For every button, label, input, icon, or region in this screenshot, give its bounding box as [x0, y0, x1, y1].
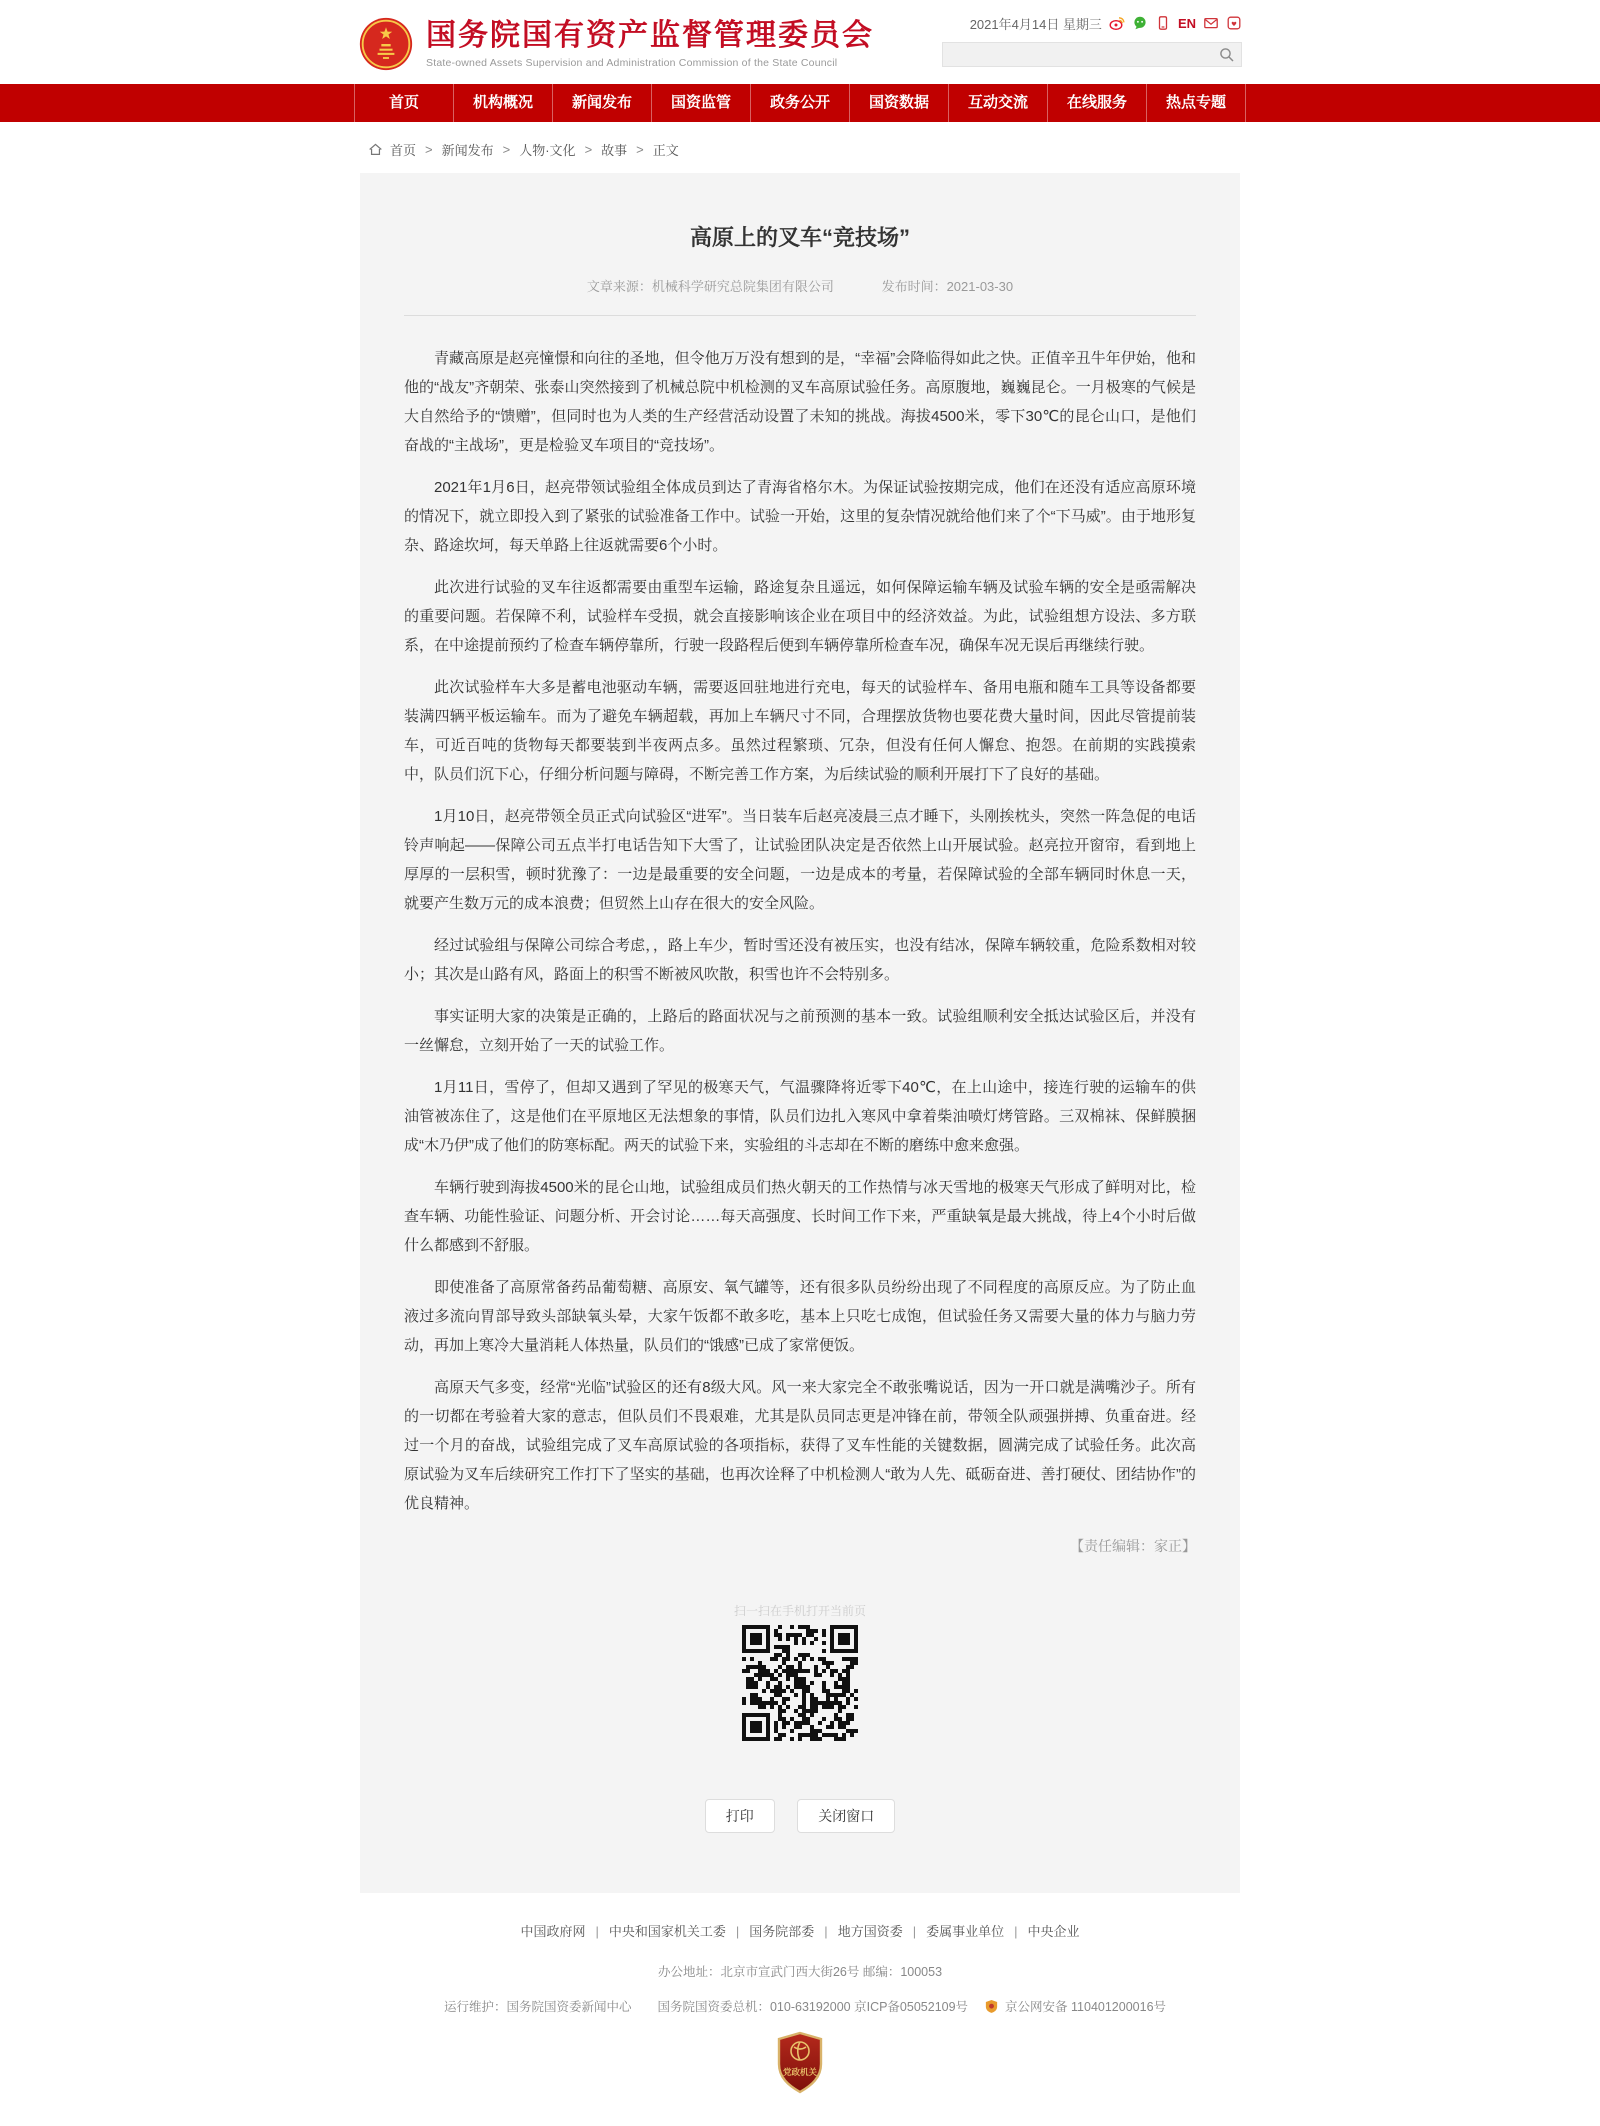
breadcrumb-separator: >	[636, 142, 644, 157]
nav-item-services[interactable]: 在线服务	[1047, 84, 1146, 122]
home-icon[interactable]	[368, 142, 383, 157]
publish-date: 2021-03-30	[946, 279, 1014, 294]
article-title: 高原上的叉车“竞技场”	[689, 225, 910, 250]
nav-item-home[interactable]: 首页	[354, 84, 453, 122]
nav-item-topics[interactable]: 热点专题	[1146, 84, 1246, 122]
nav-item-interaction[interactable]: 互动交流	[948, 84, 1047, 122]
site-logo[interactable]	[358, 16, 874, 72]
breadcrumb-home[interactable]: 首页	[390, 143, 417, 158]
article-body	[404, 344, 1196, 1518]
current-date: 2021年4月14日 星期三	[969, 16, 1102, 32]
footer-link-central-committee[interactable]: 中央和国家机关工委 |	[609, 1924, 749, 1939]
footer-link-local-sasac[interactable]: 地方国资委 |	[838, 1924, 926, 1939]
footer-phone-icp: 国务院国资委总机：010-63192000 京ICP备05052109号	[657, 2000, 969, 2014]
breadcrumb-current: 正文	[652, 143, 679, 158]
search-input[interactable]	[949, 43, 1219, 66]
qr-section	[404, 1602, 1196, 1741]
paragraph: 此次试验样车大多是蓄电池驱动车辆，需要返回驻地进行充电，每天的试验样车、备用电瓶和随车工具等设备都要装满四辆平板运输车。而为了避免车辆超载，再加上车辆尺寸不同，合理摆放货物也要花费大量时间，因此尽管提前装车，可近百吨的货物每天都要装到半夜两点多。虽然过程繁琐、冗杂，但没有任何人懈怠、抱怨。在前期的实践摸索中，队员们沉下心，仔细分析问题与障碍，不断完善工作方案，为后续试验的顺利开展打下了良好的基础。	[404, 679, 1196, 783]
footer-link-gov[interactable]: 中国政府网 |	[520, 1924, 608, 1939]
breadcrumb	[360, 122, 1240, 173]
paragraph: 1月10日，赵亮带领全员正式向试验区“进军”。当日装车后赵亮凌晨三点才睡下，头刚挨枕头，突然一阵急促的电话铃声响起——保障公司五点半打电话告知下大雪了，让试验团队决定是否依然上山开展试验。赵亮拉开窗帘，看到地上厚厚的一层积雪，顿时犹豫了：一边是最重要的安全问题，一边是成本的考量，若保障试验的全部车辆同时休息一天，就要产生数万元的成本浪费；但贸然上山存在很大的安全风险。	[404, 808, 1196, 912]
footer-maintainer: 运行维护：国务院国资委新闻中心	[443, 2000, 632, 2014]
editor-line: 【责任编辑：家正】	[1070, 1538, 1196, 1554]
breadcrumb-news[interactable]: 新闻发布	[441, 143, 494, 158]
site-subtitle: State-owned Assets Supervision and Administration Commission of the State Council	[426, 57, 838, 69]
breadcrumb-separator: >	[425, 142, 433, 157]
mobile-icon[interactable]	[1155, 15, 1171, 31]
paragraph: 2021年1月6日，赵亮带领试验组全体成员到达了青海省格尔木。为保证试验按期完成，他们在还没有适应高原环境的情况下，就立即投入到了紧张的试验准备工作中。试验一开始，这里的复杂情况就给他们来了个“下马威”。由于地形复杂、路途坎坷，每天单路上往返就需要6个小时。	[404, 479, 1196, 554]
search-icon[interactable]	[1219, 47, 1235, 63]
qr-caption: 扫一扫在手机打开当前页	[733, 1604, 866, 1618]
footer-link-institutions[interactable]: 委属事业单位 |	[926, 1924, 1027, 1939]
mail-icon[interactable]	[1203, 15, 1219, 31]
site-title: 国务院国有资产监督管理委员会	[426, 19, 874, 52]
footer-links	[0, 1921, 1600, 1940]
footer-maintain-line	[0, 1997, 1600, 2015]
paragraph: 1月11日，雪停了，但却又遇到了罕见的极寒天气，气温骤降将近零下40℃，在上山途中，接连行驶的运输车的供油管被冻住了，这是他们在平原地区无法想象的事情，队员们边扎入寒风中拿着柴油喷灯烤管路。三双棉袜、保鲜膜捆成“木乃伊”成了他们的防寒标配。两天的试验下来，实验组的斗志却在不断的磨练中愈来愈强。	[404, 1079, 1196, 1154]
paragraph: 经过试验组与保障公司综合考虑，，路上车少，暂时雪还没有被压实，也没有结冰，保障车辆较重，危险系数相对较小；其次是山路有风，路面上的积雪不断被风吹散，积雪也许不会特别多。	[404, 937, 1196, 983]
feedback-icon[interactable]	[1226, 15, 1242, 31]
paragraph: 即使准备了高原常备药品葡萄糖、高原安、氧气罐等，还有很多队员纷纷出现了不同程度的高原反应。为了防止血液过多流向胃部导致头部缺氧头晕，大家午饭都不敢多吃，基本上只吃七成饱，但试验任务又需要大量的体力与脑力劳动，再加上寒冷大量消耗人体热量，队员们的“饿感”已成了家常便饭。	[404, 1279, 1196, 1354]
nav-item-supervision[interactable]: 国资监管	[651, 84, 750, 122]
nav-item-about[interactable]: 机构概况	[453, 84, 552, 122]
nav-item-data[interactable]: 国资数据	[849, 84, 948, 122]
paragraph: 青藏高原是赵亮憧憬和向往的圣地，但令他万万没有想到的是，“幸福”会降临得如此之快。正值辛丑牛年伊始，他和他的“战友”齐朝荣、张泰山突然接到了机械总院中机检测的叉车高原试验任务。高原腹地，巍巍昆仑。一月极寒的气候是大自然给予的“馈赠”，但同时也为人类的生产经营活动设置了未知的挑战。海拔4500米，零下30℃的昆仑山口，是他们奋战的“主战场”，更是检验叉车项目的“竞技场”。	[404, 350, 1196, 454]
print-button[interactable]: 打印	[705, 1799, 775, 1833]
nav-item-news[interactable]: 新闻发布	[552, 84, 651, 122]
close-window-button[interactable]: 关闭窗口	[797, 1799, 895, 1833]
breadcrumb-separator: >	[584, 142, 593, 157]
public-security-badge-icon	[984, 1999, 999, 2014]
article-meta	[404, 276, 1196, 316]
national-emblem-icon	[358, 16, 414, 72]
footer-security-record[interactable]: 京公网安备 110401200016号	[1005, 2000, 1167, 2014]
qr-code	[742, 1625, 858, 1741]
site-header	[0, 0, 1600, 84]
paragraph: 此次进行试验的叉车往返都需要由重型车运输，路途复杂且遥远，如何保障运输车辆及试验车辆的安全是亟需解决的重要问题。若保障不利，试验样车受损，就会直接影响该企业在项目中的经济效益。为此，试验组想方设法、多方联系，在中途提前预约了检查车辆停靠所，行驶一段路程后便到车辆停靠所检查车况，确保车况无误后再继续行驶。	[404, 579, 1196, 654]
main-nav	[0, 84, 1600, 122]
source-value: 机械科学研究总院集团有限公司	[651, 279, 834, 294]
party-gov-badge-text: 党政机关	[782, 2067, 818, 2077]
english-version-link[interactable]: EN	[1177, 15, 1196, 31]
paragraph: 高原天气多变，经常“光临”试验区的还有8级大风。风一来大家完全不敢张嘴说话，因为一开口就是满嘴沙子。所有的一切都在考验着大家的意志，但队员们不畏艰难，尤其是队员同志更是冲锋在前，带领全队顽强拼搏、负重奋进。经过一个月的奋战，试验组完成了叉车高原试验的各项指标，获得了叉车性能的关键数据，圆满完成了试验任务。此次高原试验为叉车后续研究工作打下了坚实的基础，也再次诠释了中机检测人“敢为人先、砥砺奋进、善打硬仗、团结协作”的优良精神。	[404, 1379, 1196, 1512]
site-footer	[0, 1893, 1600, 2126]
publish-label: 发布时间：	[881, 279, 947, 294]
nav-item-gov-affairs[interactable]: 政务公开	[750, 84, 849, 122]
weibo-icon[interactable]	[1109, 15, 1125, 31]
paragraph: 事实证明大家的决策是正确的，上路后的路面状况与之前预测的基本一致。试验组顺利安全抵达试验区后，并没有一丝懈怠，立刻开始了一天的试验工作。	[404, 1008, 1196, 1054]
wechat-icon[interactable]	[1132, 15, 1148, 31]
party-gov-badge-icon[interactable]	[774, 2031, 826, 2095]
footer-address: 办公地址：北京市宣武门西大街26号 邮编：100053	[657, 1965, 943, 1979]
article-panel	[360, 173, 1240, 1893]
breadcrumb-separator: >	[502, 142, 511, 157]
article-actions	[404, 1799, 1196, 1833]
footer-link-central-enterprises[interactable]: 中央企业	[1027, 1924, 1080, 1939]
paragraph: 车辆行驶到海拔4500米的昆仑山地，试验组成员们热火朝天的工作热情与冰天雪地的极寒天气形成了鲜明对比，检查车辆、功能性验证、问题分析、开会讨论……每天高强度、长时间工作下来，严重缺氧是最大挑战，待上4个小时后做什么都感到不舒服。	[404, 1179, 1196, 1254]
breadcrumb-people-culture[interactable]: 人物·文化	[519, 143, 576, 158]
search-box	[942, 42, 1242, 67]
source-label: 文章来源：	[586, 279, 652, 294]
breadcrumb-story[interactable]: 故事	[601, 143, 628, 158]
footer-link-ministries[interactable]: 国务院部委 |	[749, 1924, 837, 1939]
